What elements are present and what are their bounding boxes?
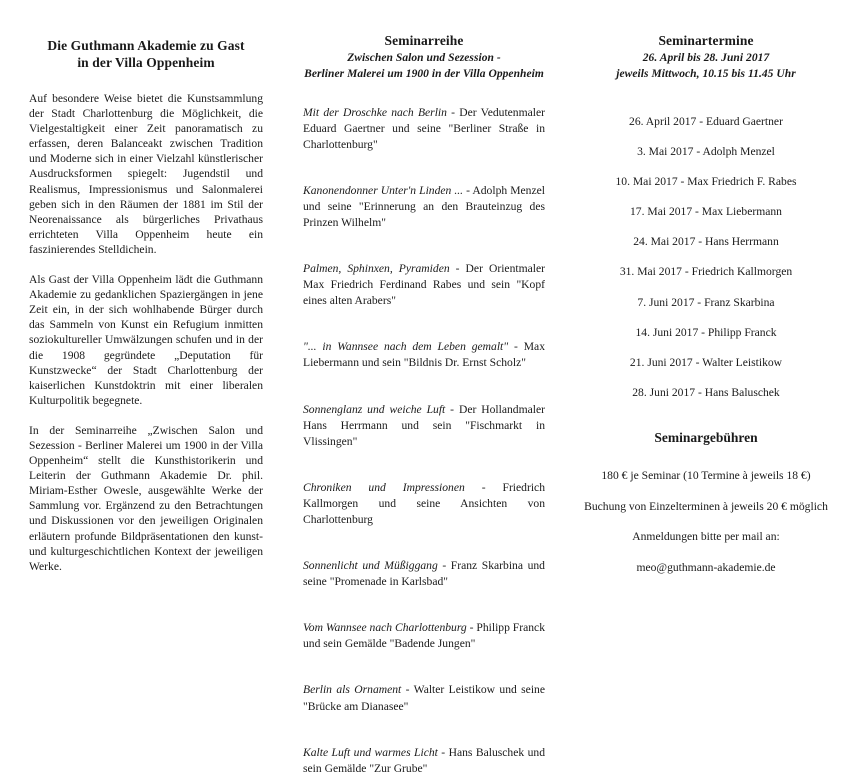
seminar-date-item: 28. Juni 2017 - Hans Baluschek [632,386,780,400]
intro-paragraph-3: In der Seminarreihe „Zwischen Salon und Sezession - Berliner Malerei um 1900 in der Villa Oppenheim“ stellt die Kunsthistorikerin und Leiterin der Guthmann Akademie Dr. phil. Miriam-Esther Owesle, ausgewählte Werke der Sammlung vor. Ergänzend zu den Betrachtungen und Diskussionen vor den jeweiligen Originalen erläutern profunde Bildpräsentationen den kunst- und kulturgeschichtlichen Kontext der jeweiligen Werke. [29,423,263,573]
seminar-entry [303,183,545,231]
seminar-entry [303,402,545,450]
seminar-entry-title: Mit der Droschke nach Berlin [303,105,447,119]
left-title-line-1: Die Guthmann Akademie zu Gast [47,38,245,53]
left-title-line-2: in der Villa Oppenheim [77,54,215,70]
seminar-entry [303,620,545,652]
seminar-date-item: 10. Mai 2017 - Max Friedrich F. Rabes [615,174,797,188]
seminar-entry-description: - Philipp Franck und sein Gemälde "Badende Jungen" [303,621,545,651]
seminar-entry [303,480,545,528]
seminar-entry-description: - Walter Leistikow und seine "Brücke am Dianasee" [303,683,545,713]
seminar-entry-description: - Max Liebermann und sein "Bildnis Dr. Ernst Scholz" [303,340,545,370]
dates-subtitle-line-1: 26. April bis 28. Juni 2017 [642,51,770,64]
seminar-date-item: 17. Mai 2017 - Max Liebermann [630,205,782,219]
seminar-entry [303,558,545,590]
seminar-entry-title: Palmen, Sphinxen, Pyramiden [303,262,450,276]
seminar-entry-title: Sonnenglanz und weiche Luft [303,402,446,416]
seminar-date-item: 7. Juni 2017 - Franz Skarbina [637,295,775,309]
seminar-entry [303,339,545,371]
fee-line-registration-note: Anmeldungen bitte per mail an: [632,530,780,544]
seminar-date-list [571,114,841,401]
seminar-entry-description: - Der Orientmaler Max Friedrich Ferdinand Rabes und sein "Kopf eines alten Arabers" [303,262,545,308]
left-column [29,0,263,601]
seminar-subtitle-line-2: Berliner Malerei um 1900 in der Villa Oppenheim [304,68,544,80]
fee-line-seminar-price: 180 € je Seminar (10 Termine à jeweils 18 €) [601,469,811,483]
seminar-dates-subtitle [571,50,841,83]
seminar-series-title: Seminarreihe [384,33,464,48]
seminar-subtitle-line-1: Zwischen Salon und Sezession - [347,51,501,64]
seminar-series-subtitle [303,50,545,83]
middle-column [303,0,545,775]
left-column-title [29,38,263,71]
fees-title-wrapper [571,430,841,446]
seminar-entry-description: - Friedrich Kallmorgen und seine Ansichten von Charlottenburg [303,480,545,526]
seminar-fees-section [571,430,841,575]
seminar-entry-description: - Adolph Menzel und seine "Erinnerung an den Brauteinzug des Prinzen Wilhelm" [303,183,545,229]
seminar-entry [303,745,545,777]
seminar-fees-title: Seminargebühren [654,430,758,446]
seminar-entry-title: Sonnenlicht und Müßiggang [303,559,438,573]
seminar-entry [303,261,545,309]
seminar-entry-title: Vom Wannsee nach Charlottenburg [303,621,467,635]
dates-subtitle-line-2: jeweils Mittwoch, 10.15 bis 11.45 Uhr [616,68,796,80]
seminar-entry-description: - Franz Skarbina und seine "Promenade in Karlsbad" [303,559,545,589]
seminar-entry-description: - Der Vedutenmaler Eduard Gaertner und seine "Berliner Straße in Charlottenburg" [303,105,545,151]
seminar-entry-description: - Der Hollandmaler Hans Herrmann und sein "Fischmarkt in Vlissingen" [303,402,545,448]
seminar-date-item: 21. Juni 2017 - Walter Leistikow [629,356,783,369]
seminar-entry-description: - Hans Baluschek und sein Gemälde "Zur Grube" [303,745,545,775]
seminar-date-item: 3. Mai 2017 - Adolph Menzel [637,144,775,158]
seminar-entry-title: Kalte Luft und warmes Licht [303,745,438,759]
seminar-entry-list [303,105,545,777]
seminar-entry-title: "... in Wannsee nach dem Leben gemalt" [303,340,509,354]
intro-paragraph-1: Auf besondere Weise bietet die Kunstsammlung der Stadt Charlottenburg die Möglichkeit, die Vielgestaltigkeit einer Zeit panoramatisch zu erfassen, deren Balanceakt zwischen Tradition und Moderne sich in einer Vielzahl künstlerischer Ausdrucksformen spiegelt: Jugendstil und Realismus, Impressionismus und Salonmalerei geben sich in den Räumen der 1881 im Stil der Neorenaissance als bürgerliches Privathaus errichteten Villa Oppenheim heute ein faszinierendes Stelldichein. [29,92,263,256]
seminar-entry-title: Kanonendonner Unter'n Linden ... [303,183,464,197]
seminar-entry [303,105,545,153]
seminar-date-item: 31. Mai 2017 - Friedrich Kallmorgen [619,265,793,279]
contact-email[interactable]: meo@guthmann-akademie.de [636,560,776,574]
seminar-date-item: 14. Juni 2017 - Philipp Franck [635,325,777,339]
right-column [571,0,841,601]
seminar-date-item: 26. April 2017 - Eduard Gaertner [629,114,783,128]
seminar-entry-title: Berlin als Ornament [303,683,402,697]
seminar-date-item: 24. Mai 2017 - Hans Herrmann [633,235,779,249]
seminar-entry [303,682,545,714]
seminar-dates-title: Seminartermine [658,33,754,48]
seminar-entry-title: Chroniken und Impressionen [303,480,465,494]
fee-line-single-booking: Buchung von Einzelterminen à jeweils 20 € möglich [584,499,828,513]
intro-paragraph-2: Als Gast der Villa Oppenheim lädt die Guthmann Akademie zu gedanklichen Spaziergängen in jene Zeit ein, in der sich wohlhabende Bürger durch das Sammeln von Kunst ein Refugium inmitten soziokultureller Umwälzungen schufen und in der die 1908 gegründete „Deputation für Kunstzwecke“ der Stadt Charlottenburg der kaiserlichen Kunstdoktrin mit einer liberalen Kulturpolitik begegnete. [29,273,263,407]
